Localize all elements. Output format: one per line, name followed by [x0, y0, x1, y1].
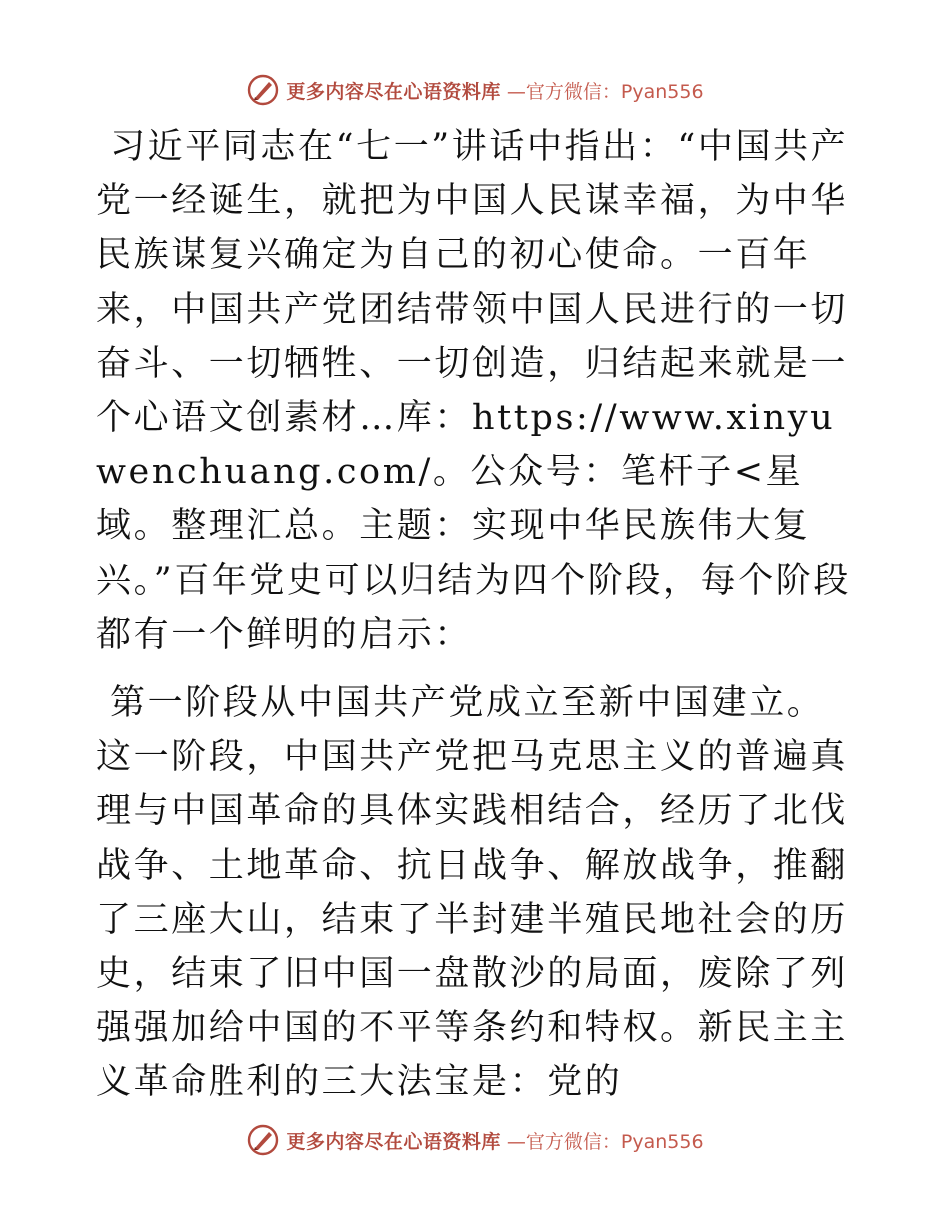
header-watermark-banner [0, 70, 950, 110]
banner-wechat-text: —官方微信：Pyan556 [506, 80, 704, 103]
document-body [96, 120, 856, 1124]
paragraph-stage-one: 第一阶段从中国共产党成立至新中国建立。这一阶段，中国共产党把马克思主义的普遍真理与中国革命的具体实践相结合，经历了北伐战争、土地革命、抗日战争、解放战争，推翻了三座大山，结束了半封建半殖民地社会的历史，结束了旧中国一盘散沙的局面，废除了列强强加给中国的不平等条约和特权。新民主主义革命胜利的三大法宝是：党的 [96, 683, 849, 1103]
banner-wechat-text: —官方微信：Pyan556 [506, 1130, 704, 1153]
paragraph-intro: 习近平同志在“七一”讲话中指出：“中国共产党一经诞生，就把为中国人民谋幸福，为中华民族谋复兴确定为自己的初心使命。一百年来，中国共产党团结带领中国人民进行的一切奋斗、一切牺牲、一切创造，归结起来就是一个心语文创素材…库：https://www.xinyuwenchuang.com/。公众号：笔杆子<星域。整理汇总。主题：实现中华民族伟大复兴。”百年党史可以归结为四个阶段，每个阶段都有一个鲜明的启示： [96, 127, 851, 655]
quill-logo-icon [246, 1123, 280, 1157]
banner-main-text: 更多内容尽在心语资料库 [286, 1130, 501, 1153]
banner-main-text: 更多内容尽在心语资料库 [286, 80, 501, 103]
quill-logo-icon [246, 73, 280, 107]
footer-watermark-banner [0, 1120, 950, 1160]
